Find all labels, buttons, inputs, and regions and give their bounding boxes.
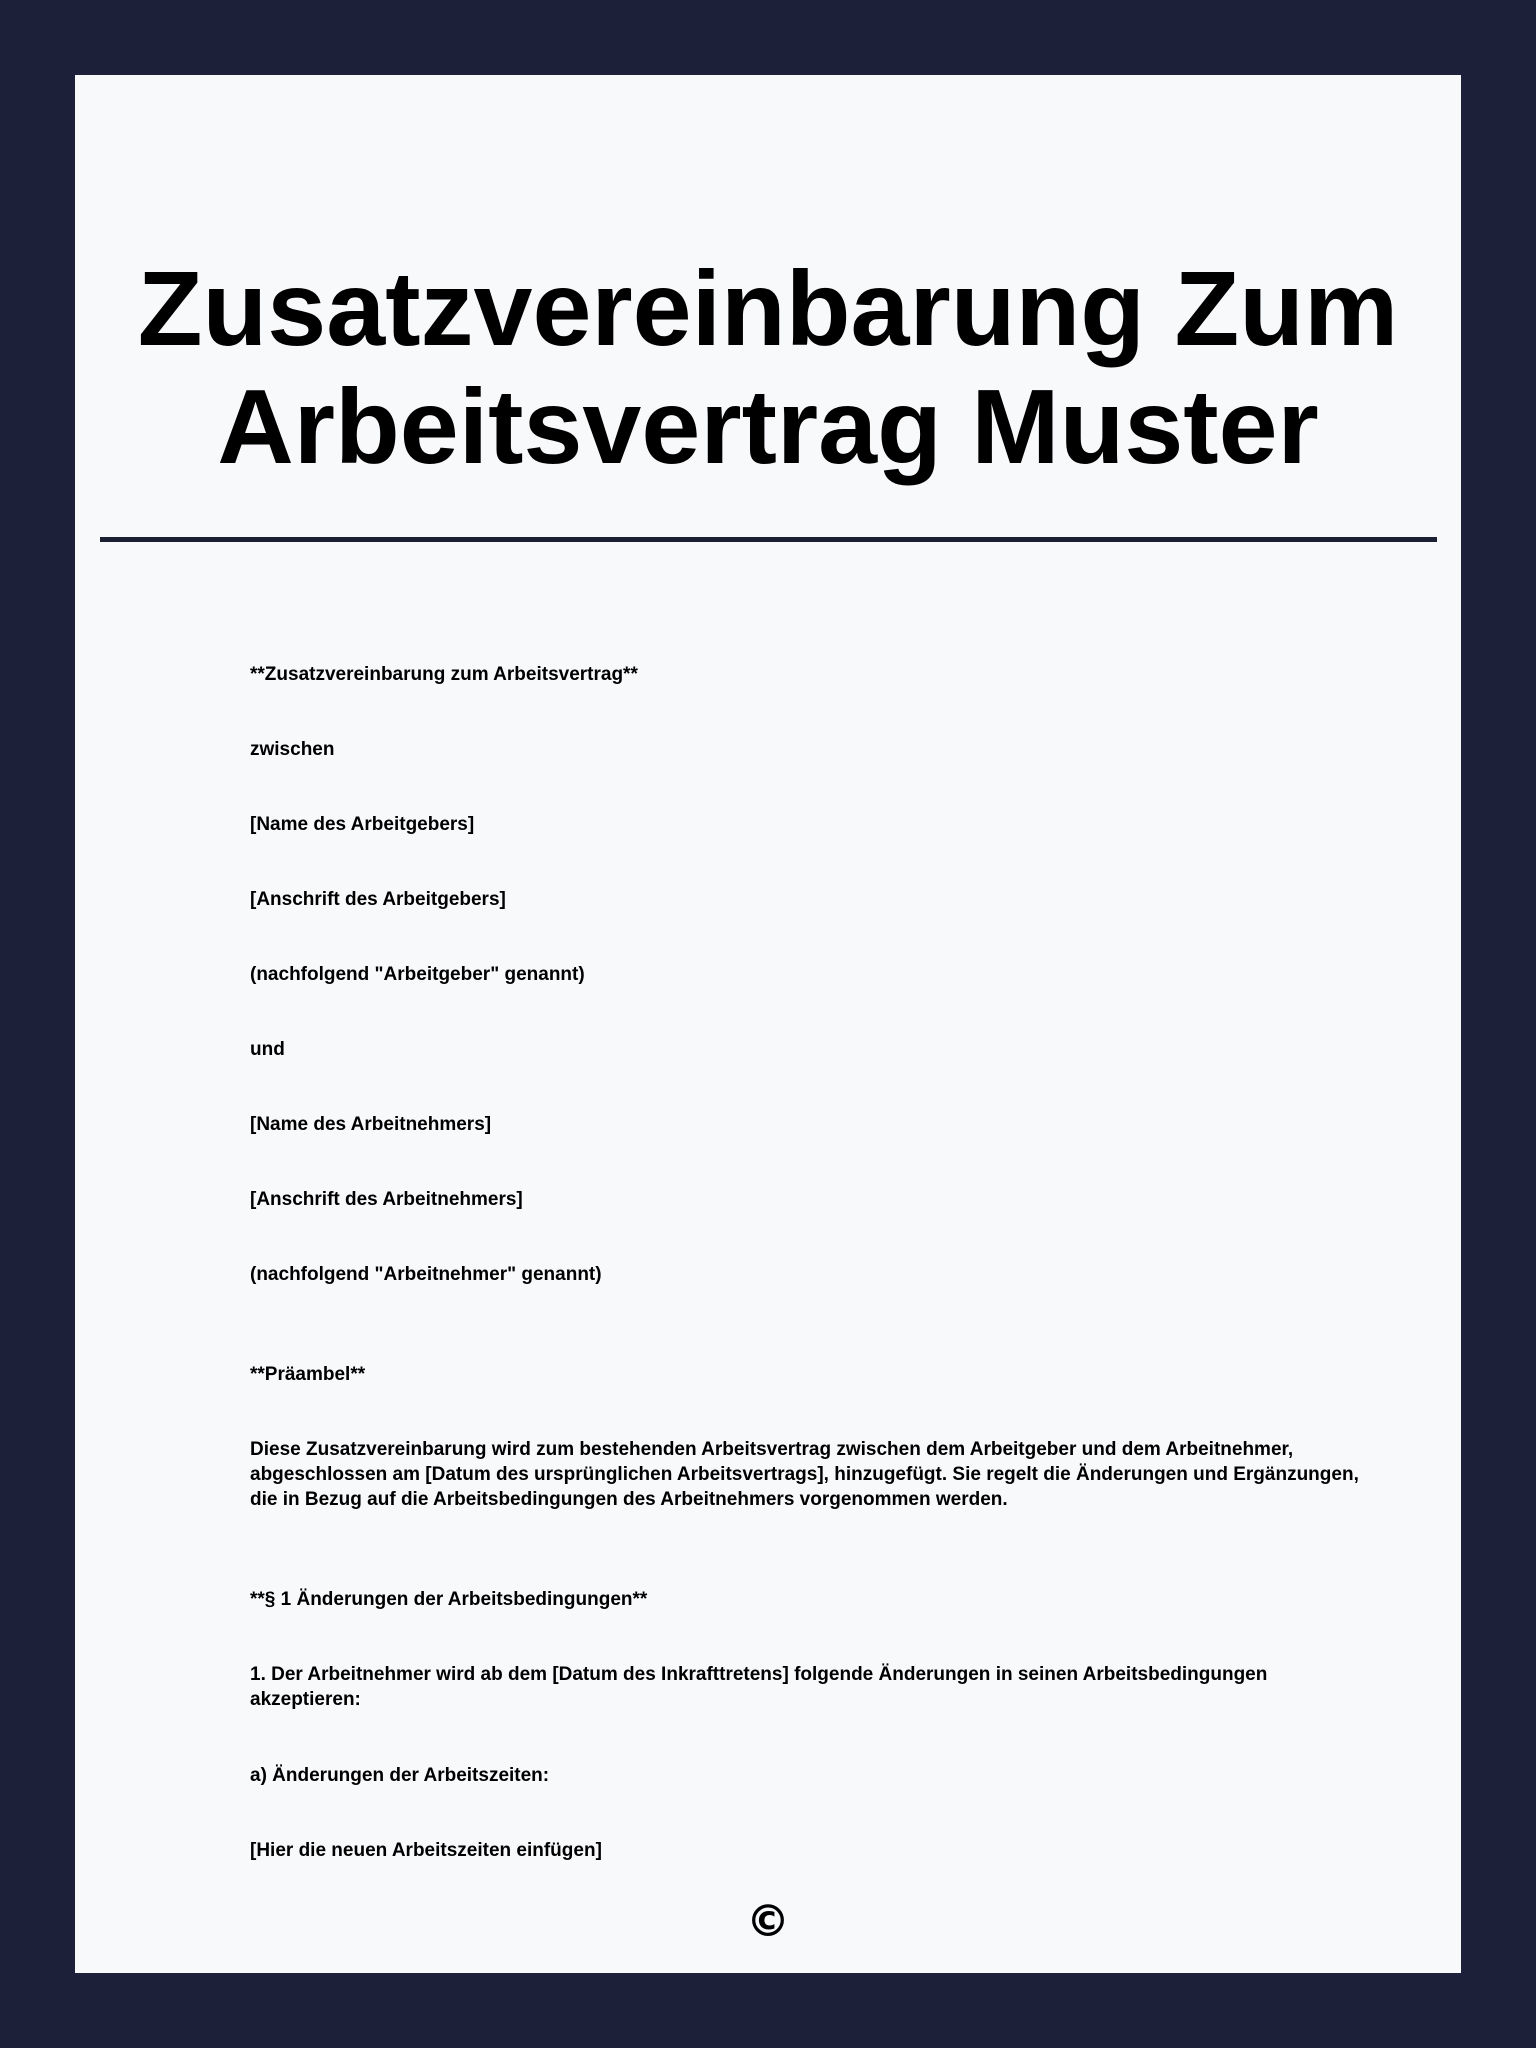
employer-name-placeholder: [Name des Arbeitgebers] (250, 814, 475, 835)
title-line-1: Zusatzvereinbarung Zum (137, 250, 1399, 368)
document-body (250, 662, 1360, 1863)
employee-designation: (nachfolgend "Arbeitnehmer" genannt) (250, 1264, 602, 1285)
between-label: zwischen (250, 739, 335, 760)
section-1-heading: **§ 1 Änderungen der Arbeitsbedingungen** (250, 1589, 648, 1610)
title-line-2: Arbeitsvertrag Muster (217, 368, 1319, 486)
copyright-icon: © (746, 1896, 790, 1947)
document-page (75, 75, 1461, 1973)
working-hours-placeholder: [Hier die neuen Arbeitszeiten einfügen] (250, 1840, 602, 1861)
preamble-heading: **Präambel** (250, 1364, 366, 1385)
document-title (75, 250, 1461, 486)
section-1-clause-1: 1. Der Arbeitnehmer wird ab dem [Datum des Inkrafttretens] folgende Änderungen in seinen Arbeitsbedingungen akzeptieren: (250, 1664, 1268, 1710)
employee-address-placeholder: [Anschrift des Arbeitnehmers] (250, 1189, 523, 1210)
section-1-item-a: a) Änderungen der Arbeitszeiten: (250, 1765, 550, 1786)
employee-name-placeholder: [Name des Arbeitnehmers] (250, 1114, 492, 1135)
title-divider (100, 537, 1437, 542)
preamble-text: Diese Zusatzvereinbarung wird zum bestehenden Arbeitsvertrag zwischen dem Arbeitgeber und dem Arbeitnehmer, abgeschlossen am [Datum des ursprünglichen Arbeitsvertrags], hinzugefügt. Sie regelt die Änderungen und Ergänzungen, die in Bezug auf die Arbeitsbedingungen des Arbeitnehmers vorgenommen werden. (250, 1439, 1359, 1510)
employer-designation: (nachfolgend "Arbeitgeber" genannt) (250, 964, 585, 985)
contract-heading: **Zusatzvereinbarung zum Arbeitsvertrag** (250, 664, 638, 685)
and-label: und (250, 1039, 285, 1060)
employer-address-placeholder: [Anschrift des Arbeitgebers] (250, 889, 506, 910)
